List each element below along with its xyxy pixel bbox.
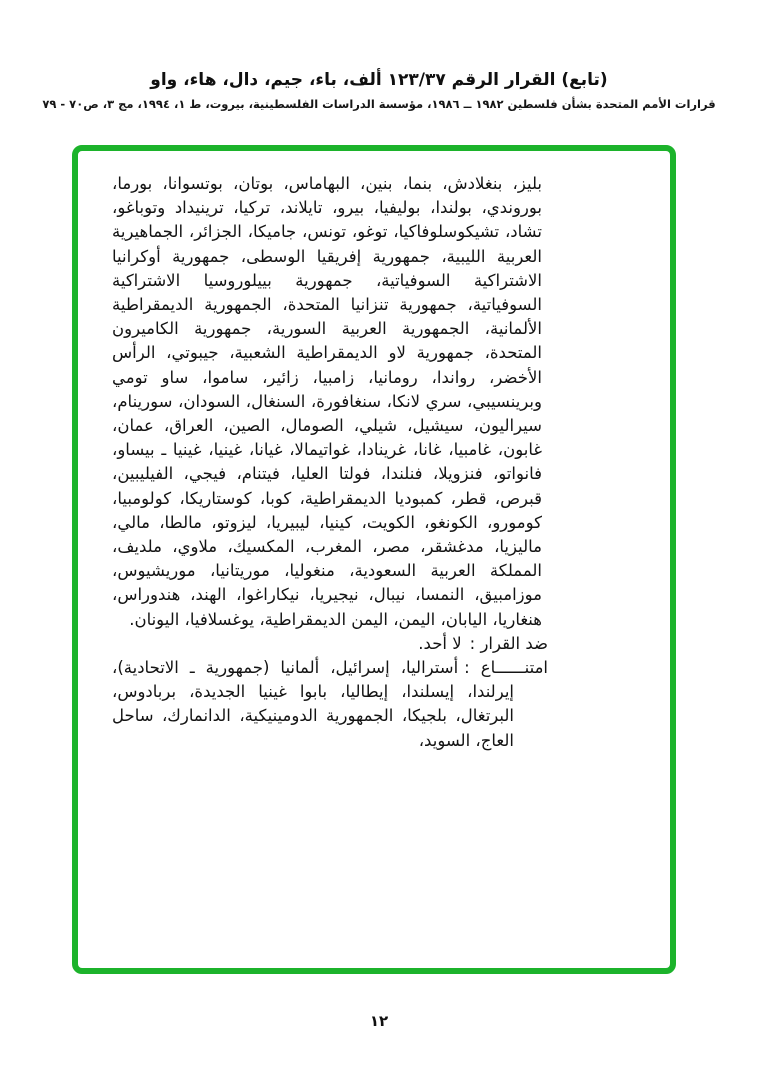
abstain-value: أستراليا، إسرائيل، ألمانيا (جمهورية ـ الاتحادية)، إيرلندا، إيسلندا، إيطاليا، بابوا غينيا الجديدة، بربادوس، البرتغال، بلجيكا، الجمهورية الدومينيكية، الدانمارك، ساحل العاج، السويد، [112,658,514,750]
page-number: ١٢ [369,1012,389,1030]
against-label: ضد القرار : [469,633,548,653]
abstain-label: امتنــــــاع : [464,658,548,678]
resolution-vote-text [112,172,548,753]
source-citation: قرارات الأمم المتحدة بشأن فلسطين ‪١٩٨٢ ــ ١٩٨٦‬، مؤسسة الدراسات الفلسطينية، بيروت، ط ١، ١٩٩٤، مج ٣، ص٧٠ - ٧٩ [42,97,716,111]
against-line [112,632,548,656]
against-value: لا أحد. [418,633,462,653]
abstain-paragraph [112,656,548,753]
voters-in-favour-continuation: بليز، بنغلادش، بنما، بنين، البهاماس، بوتان، بوتسوانا، بورما، بوروندي، بولندا، بوليفيا، بيرو، تايلاند، تركيا، ترينيداد وتوباغو، تشاد، تشيكوسلوفاكيا، توغو، تونس، جاميكا، الجزائر، الجماهيرية العربية الليبية، جمهورية إفريقيا الوسطى، جمهورية أوكرانيا الاشتراكية السوفياتية، جمهورية بييلوروسيا الاشتراكية السوفياتية، جمهورية تنزانيا المتحدة، الجمهورية الديمقراطية الألمانية، الجمهورية العربية السورية، جمهورية الكاميرون المتحدة، جمهورية لاو الديمقراطية الشعبية، جيبوتي، الرأس الأخضر، رواندا، رومانيا، زامبيا، زائير، ساموا، ساو تومي وبرينسيبي، سري لانكا، سنغافورة، السنغال، السودان، سورينام، سيراليون، سيشيل، شيلي، الصومال، الصين، العراق، عمان، غابون، غامبيا، غانا، غرينادا، غواتيمالا، غيانا، غينيا، غينيا ـ بيساو، فانواتو، فنزويلا، فنلندا، فولتا العليا، فيتنام، فيجي، الفيليبين، قبرص، قطر، كمبوديا الديمقراطية، كوبا، كوستاريكا، كولومبيا، كومورو، الكونغو، الكويت، كينيا، ليبيريا، ليزوتو، مالطا، مالي، ماليزيا، مدغشقر، مصر، المغرب، المكسيك، ملاوي، ملديف، المملكة العربية السعودية، منغوليا، موريتانيا، موريشيوس، موزامبيق، النمسا، نيبال، نيجيريا، نيكاراغوا، الهند، هندوراس، هنغاريا، اليابان، اليمن، اليمن الديمقراطية، يوغسلافيا، اليونان. [112,174,542,629]
page-title: (تابع) القرار الرقم ١٢٣/٣٧ ألف، باء، جيم، دال، هاء، واو [150,70,608,90]
